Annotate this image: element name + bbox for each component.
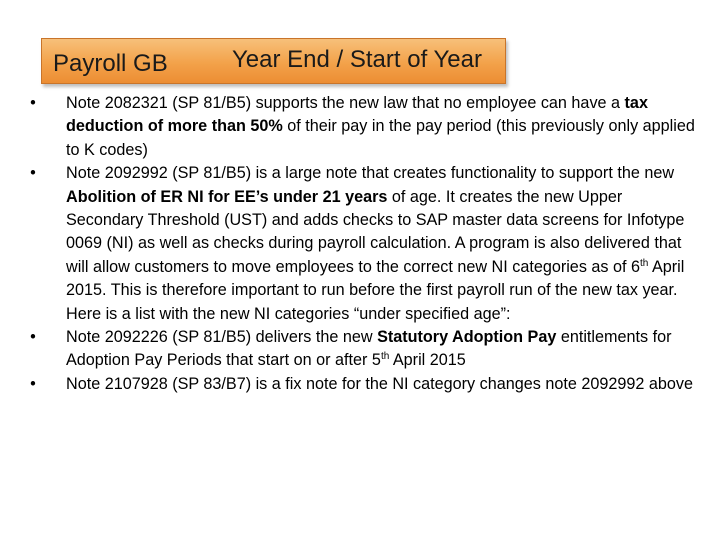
note-text: April 2015. This is therefore important to run before the first payroll run of the new tax year. Here is a list with the new NI categories “under specified age”: [66, 257, 685, 323]
note-bold-text: Abolition of ER NI for EE’s under 21 years [66, 187, 388, 206]
title-bar [41, 38, 506, 84]
bullet-icon: • [30, 374, 36, 393]
note-text: of age. It creates the new Upper Secondary Threshold (UST) and adds checks to SAP master data screens for Infotype 0069 (NI) as well as checks during payroll calculation. A program is also delivered that will allow customers to move employees to the correct new NI categories as of 6 [66, 187, 685, 276]
note-text: Note 2092992 (SP 81/B5) is a large note that creates functionality to support the new [66, 164, 675, 183]
notes-list [26, 92, 698, 396]
title-payroll-gb: Payroll GB [53, 50, 168, 77]
ordinal-suffix: th [380, 351, 390, 363]
note-item-2092992 [26, 162, 698, 326]
note-item-2107928 [26, 373, 698, 396]
note-text: April 2015 [389, 351, 466, 370]
note-bold-text: Statutory Adoption Pay [377, 328, 557, 347]
notes-content [26, 92, 698, 396]
bullet-icon: • [30, 164, 36, 183]
note-text: entitlements for Adoption Pay Periods that start on or after 5 [66, 328, 672, 370]
ordinal-suffix: th [640, 257, 649, 269]
note-text: of their pay in the pay period (this previously only applied to K codes) [66, 117, 695, 159]
bullet-icon: • [30, 328, 36, 347]
note-item-2082321 [26, 92, 698, 162]
bullet-icon: • [30, 94, 36, 112]
note-bold-text: tax deduction of more than 50% [66, 94, 648, 136]
title-year-end: Year End / Start of Year [232, 46, 482, 73]
note-text: Note 2082321 (SP 81/B5) supports the new law that no employee can have a [66, 94, 625, 112]
note-item-2092226 [26, 326, 698, 373]
note-text: Note 2092226 (SP 81/B5) delivers the new [66, 328, 378, 347]
note-text: Note 2107928 (SP 83/B7) is a fix note for the NI category changes note 2092992 above [66, 374, 693, 393]
